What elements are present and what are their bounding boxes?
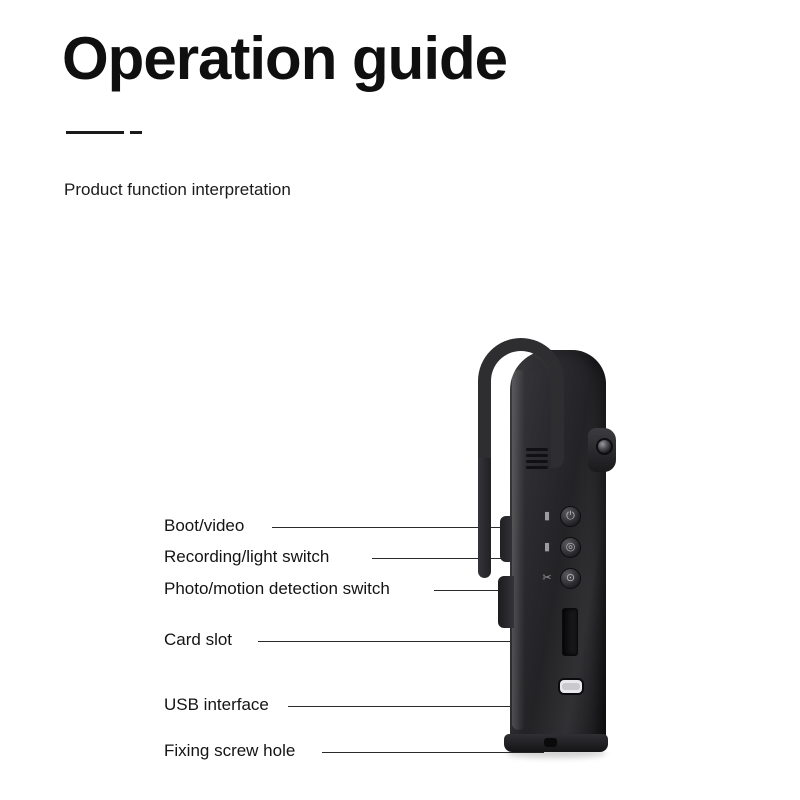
- camera-lens-icon: [596, 438, 613, 455]
- fixing-screw-hole: [544, 738, 557, 747]
- vent-slot: [526, 448, 548, 451]
- page-title: Operation guide: [62, 25, 508, 92]
- device-illustration: [470, 330, 650, 770]
- callout-boot-video: Boot/video: [164, 516, 245, 535]
- device-hook-clip: [478, 338, 564, 468]
- vent-slot: [526, 454, 548, 457]
- device-vent-slots: [526, 448, 548, 474]
- record-led-indicator-icon: ▮: [543, 541, 551, 553]
- photo-motion-button[interactable]: ⊙: [560, 568, 581, 589]
- underline-short-dash: [130, 131, 142, 134]
- device-button-row-photo: [470, 568, 650, 590]
- power-led-indicator-icon: ▮: [543, 510, 551, 522]
- usb-port-inner: [562, 683, 580, 690]
- record-light-button[interactable]: ◎: [560, 537, 581, 558]
- device-button-row-record: [470, 537, 650, 559]
- device-button-row-power: [470, 506, 650, 528]
- callout-fixing-screw-hole: Fixing screw hole: [164, 741, 296, 760]
- vent-slot: [526, 460, 548, 463]
- underline-long-dash: [66, 131, 124, 134]
- callout-usb-interface: USB interface: [164, 695, 269, 714]
- callout-recording-light-switch: Recording/light switch: [164, 547, 330, 566]
- scissors-marker-icon: ✂: [542, 572, 552, 584]
- vent-slot: [526, 466, 548, 469]
- callout-card-slot: Card slot: [164, 630, 233, 649]
- callout-photo-motion-detection-switch: Photo/motion detection switch: [164, 579, 390, 598]
- memory-card-slot[interactable]: [562, 608, 578, 656]
- power-video-button[interactable]: ⏻: [560, 506, 581, 527]
- page-subtitle: Product function interpretation: [64, 180, 291, 199]
- title-underline: [66, 128, 156, 136]
